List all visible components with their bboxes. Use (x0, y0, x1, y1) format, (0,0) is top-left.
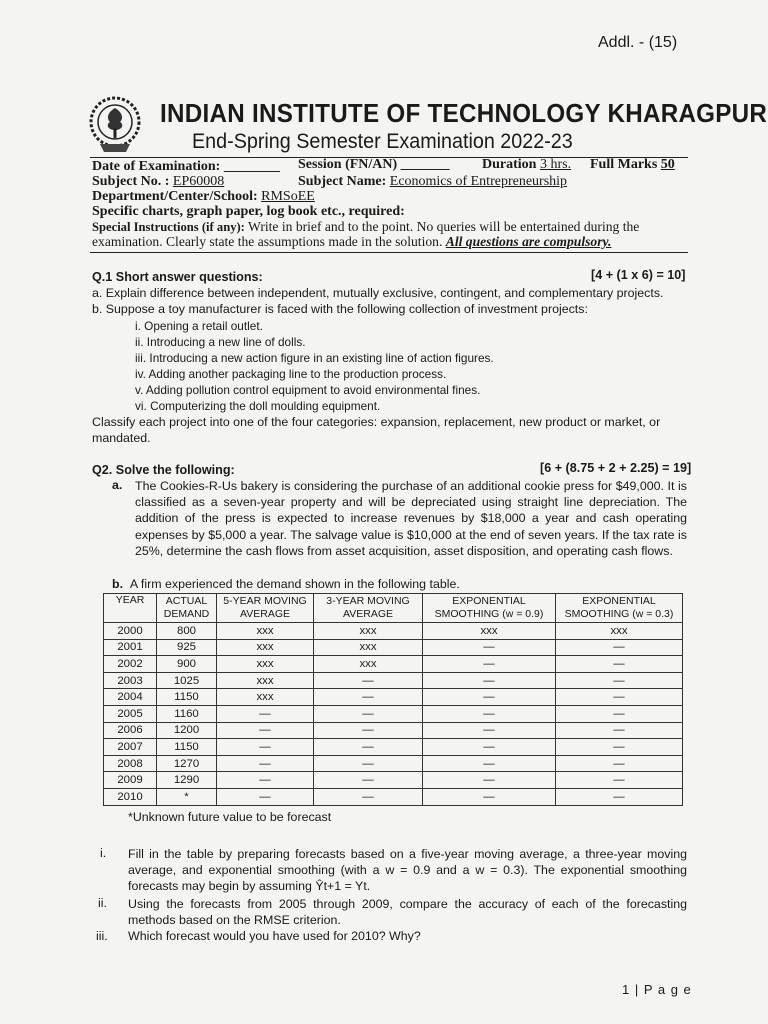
department-value: RMSoEE (261, 189, 315, 204)
q1-part-a: a. Explain difference between independent, mutually exclusive, contingent, and complementary projects. (92, 286, 664, 300)
cell: — (423, 705, 556, 722)
demand-table (103, 593, 683, 806)
cell: — (217, 739, 314, 756)
cell: — (314, 788, 423, 805)
meta-rule (90, 252, 688, 253)
subject-name (298, 174, 567, 190)
q2-b-intro (112, 577, 460, 591)
cell: xxx (217, 672, 314, 689)
q2-title: Q2. Solve the following: (92, 463, 235, 477)
cell: — (423, 722, 556, 739)
col-header-3yr: 3-YEAR MOVING AVERAGE (314, 594, 423, 623)
cell: 1150 (157, 739, 217, 756)
cell: 2004 (104, 689, 157, 706)
cell: xxx (217, 639, 314, 656)
cell: — (314, 739, 423, 756)
cell: — (217, 788, 314, 805)
instructions-text: Write in brief and to the point. No queries will be entertained during the (248, 219, 640, 234)
q2-part-a: The Cookies-R-Us bakery is considering the purchase of an additional cookie press for $49,000. It is classified as a seven-year property and will be depreciated using straight line depreciation. The addition of the press is expected to increase revenues by $18,000 a year and cash operating expenses by $5,000 a year. The salvage value is $10,000 at the end of seven years. If the tax rate is 25%, determine the cash flows from asset acquisition, asset disposition, and operating cash flows. (135, 479, 687, 558)
cell: 1290 (157, 772, 217, 789)
cell: — (423, 739, 556, 756)
cell: — (423, 639, 556, 656)
cell: — (314, 755, 423, 772)
cell: 2000 (104, 623, 157, 640)
exam-title: End-Spring Semester Examination 2022-23 (192, 130, 573, 153)
cell: 925 (157, 639, 217, 656)
cell: xxx (217, 623, 314, 640)
cell: — (423, 788, 556, 805)
special-instructions-line2 (92, 234, 611, 250)
table-row (104, 788, 683, 805)
cell: — (314, 705, 423, 722)
col-header-actual: ACTUAL DEMAND (157, 594, 217, 623)
cell: — (217, 755, 314, 772)
cell: — (314, 689, 423, 706)
full-marks-label: Full Marks (590, 157, 658, 172)
cell: — (556, 705, 683, 722)
q1-item: iv. Adding another packaging line to the production process. (135, 367, 447, 381)
sub-i-label: i. (100, 846, 107, 860)
q2-marks: [6 + (8.75 + 2 + 2.25) = 19] (540, 461, 692, 475)
special-instructions-line1 (92, 219, 639, 235)
subject-name-value: Economics of Entrepreneurship (389, 174, 568, 189)
sub-iii-label: iii. (96, 929, 108, 943)
cell: xxx (314, 639, 423, 656)
q2-b-label: b. (112, 577, 124, 591)
table-row (104, 772, 683, 789)
duration-label: Duration (482, 157, 537, 172)
cell: — (423, 656, 556, 673)
table-row (104, 672, 683, 689)
cell: — (556, 639, 683, 656)
subject-number (92, 174, 224, 190)
q1-item: i. Opening a retail outlet. (135, 319, 263, 333)
charts-required: Specific charts, graph paper, log book etc., required: (92, 204, 405, 219)
instructions-text-2: examination. Clearly state the assumptions made in the solution. (92, 234, 443, 249)
table-row (104, 656, 683, 673)
cell: xxx (314, 656, 423, 673)
cell: 1270 (157, 755, 217, 772)
session-field: Session (FN/AN) _______ (298, 157, 450, 172)
cell: — (556, 689, 683, 706)
cell: 2001 (104, 639, 157, 656)
cell: — (556, 722, 683, 739)
sub-iii-text: Which forecast would you have used for 2010? Why? (128, 929, 421, 943)
cell: — (217, 772, 314, 789)
q1-item: iii. Introducing a new action figure in an existing line of action figures. (135, 351, 494, 365)
iit-kgp-logo-icon (86, 92, 144, 156)
table-row (104, 639, 683, 656)
cell: xxx (217, 689, 314, 706)
table-row (104, 705, 683, 722)
cell: xxx (556, 623, 683, 640)
duration-value: 3 hrs. (539, 157, 572, 172)
cell: — (217, 705, 314, 722)
subject-no-value: EP60008 (172, 174, 225, 189)
cell: 1025 (157, 672, 217, 689)
department-label: Department/Center/School: (92, 189, 258, 204)
cell: 2006 (104, 722, 157, 739)
duration (482, 157, 571, 173)
cell: 2009 (104, 772, 157, 789)
q1-part-b: b. Suppose a toy manufacturer is faced with the following collection of investment projects: (92, 302, 588, 316)
subject-name-label: Subject Name: (298, 174, 387, 189)
instructions-label: Special Instructions (if any): (92, 220, 245, 234)
cell: xxx (314, 623, 423, 640)
col-header-exp-09: EXPONENTIAL SMOOTHING (w = 0.9) (423, 594, 556, 623)
cell: — (556, 772, 683, 789)
cell: 2005 (104, 705, 157, 722)
cell: 1150 (157, 689, 217, 706)
cell: — (217, 722, 314, 739)
compulsory-note: All questions are compulsory. (445, 234, 612, 249)
cell: — (423, 772, 556, 789)
table-header-row (104, 594, 683, 623)
q1-title: Q.1 Short answer questions: (92, 270, 263, 284)
col-header-5yr: 5-YEAR MOVING AVERAGE (217, 594, 314, 623)
cell: 2003 (104, 672, 157, 689)
q1-item: v. Adding pollution control equipment to avoid environmental fines. (135, 383, 481, 397)
q1-item: vi. Computerizing the doll moulding equipment. (135, 399, 381, 413)
cell: 2007 (104, 739, 157, 756)
table-row (104, 755, 683, 772)
cell: xxx (217, 656, 314, 673)
sub-ii-label: ii. (98, 896, 107, 910)
cell: * (157, 788, 217, 805)
cell: 2010 (104, 788, 157, 805)
cell: — (314, 672, 423, 689)
subject-no-label: Subject No. : (92, 174, 170, 189)
date-of-exam: Date of Examination: ________ (92, 159, 280, 174)
table-footnote: *Unknown future value to be forecast (128, 810, 332, 824)
q1-classify-line1: Classify each project into one of the four categories: expansion, replacement, new product or market, or (92, 415, 661, 429)
q1-item: ii. Introducing a new line of dolls. (135, 335, 306, 349)
cell: — (314, 722, 423, 739)
cell: 900 (157, 656, 217, 673)
cell: — (556, 755, 683, 772)
cell: — (556, 788, 683, 805)
full-marks (590, 157, 675, 173)
col-header-exp-03: EXPONENTIAL SMOOTHING (w = 0.3) (556, 594, 683, 623)
cell: — (423, 755, 556, 772)
cell: — (314, 772, 423, 789)
q2-b-text: A firm experienced the demand shown in the following table. (129, 577, 460, 591)
q2-a-label: a. (112, 478, 123, 492)
table-row (104, 623, 683, 640)
cell: 800 (157, 623, 217, 640)
table-row (104, 722, 683, 739)
sub-i-text: Fill in the table by preparing forecasts based on a five-year moving average, a three-year moving average, and exponential smoothing (with a w = 0.9 and a w = 0.3). The exponential smoothing forecasts may begin by assuming Ŷt+1 = Yt. (128, 847, 687, 894)
sub-ii-text: Using the forecasts from 2005 through 2009, compare the accuracy of each of the forecasting methods based on the RMSE criterion. (128, 897, 687, 928)
full-marks-value: 50 (660, 157, 675, 172)
col-header-year: YEAR (104, 594, 157, 623)
q1-classify-line2: mandated. (92, 431, 151, 445)
cell: 1200 (157, 722, 217, 739)
cell: 2008 (104, 755, 157, 772)
cell: — (556, 656, 683, 673)
cell: — (423, 672, 556, 689)
cell: 2002 (104, 656, 157, 673)
cell: 1160 (157, 705, 217, 722)
q1-marks: [4 + (1 x 6) = 10] (591, 268, 686, 282)
cell: xxx (423, 623, 556, 640)
cell: — (423, 689, 556, 706)
cell: — (556, 672, 683, 689)
page-number: 1 | P a g e (622, 982, 692, 997)
additional-sheet-note: Addl. - (15) (598, 34, 678, 51)
institute-name: INDIAN INSTITUTE OF TECHNOLOGY KHARAGPUR (160, 98, 768, 128)
table-row (104, 739, 683, 756)
table-row (104, 689, 683, 706)
cell: — (556, 739, 683, 756)
department (92, 189, 315, 205)
